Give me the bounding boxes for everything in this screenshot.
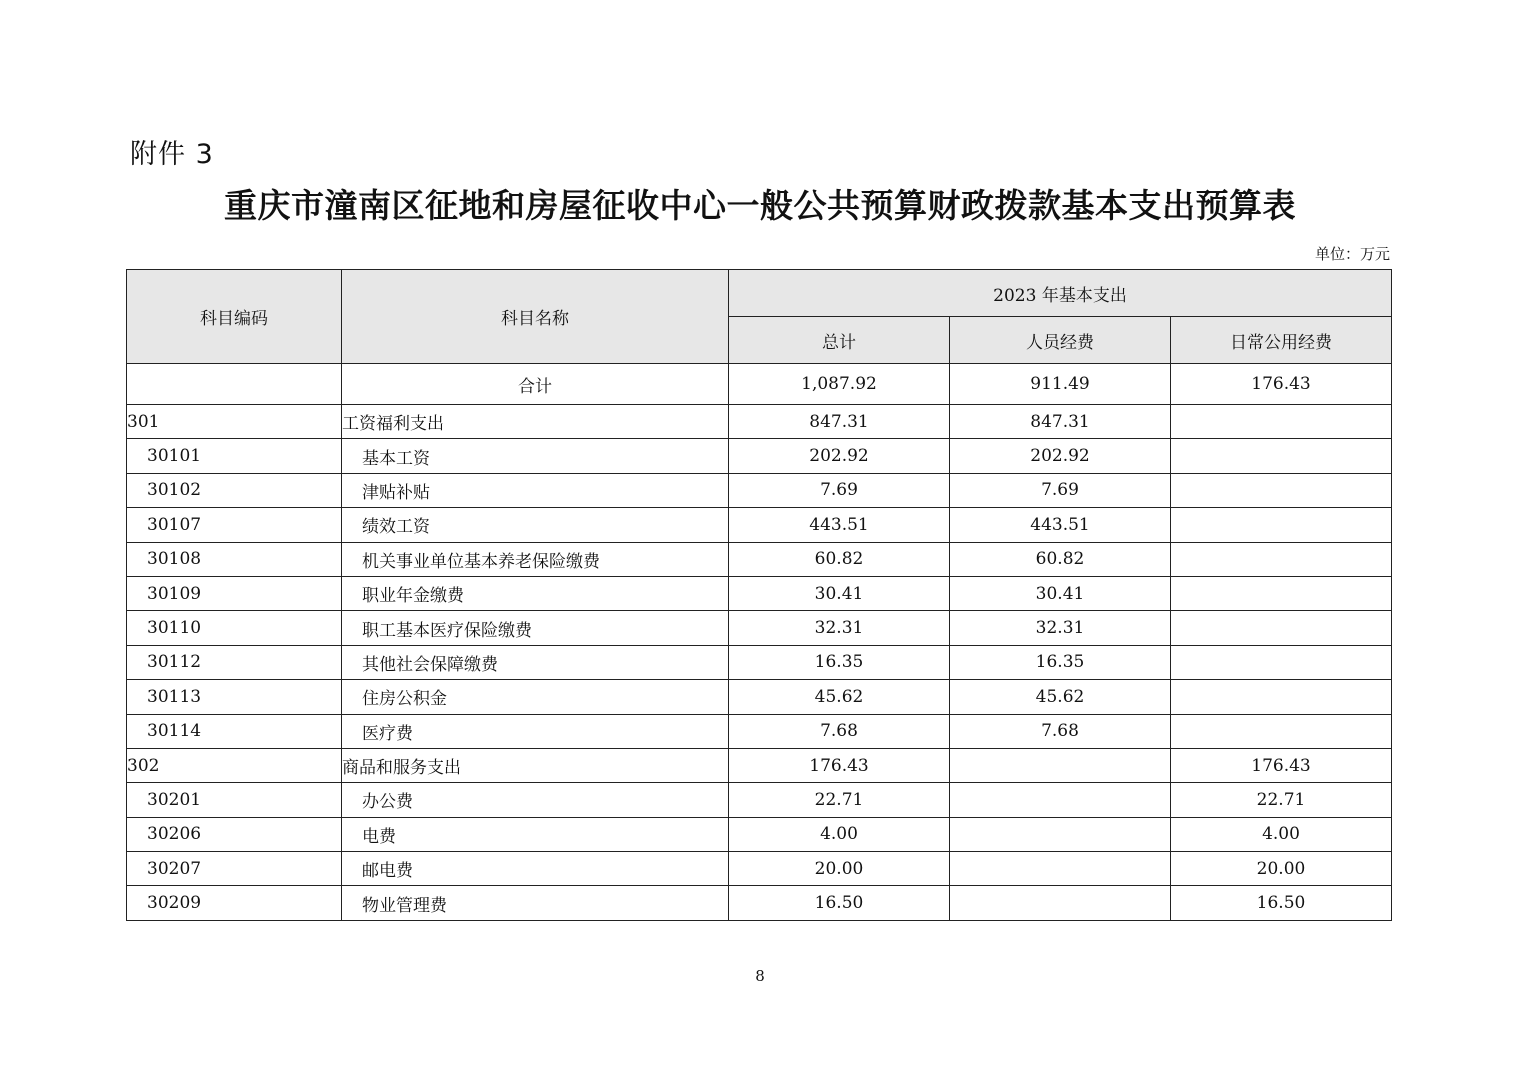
cell-code: 30108 xyxy=(127,542,342,576)
cell-public xyxy=(1171,645,1392,679)
cell-total: 1,087.92 xyxy=(729,364,950,405)
header-public: 日常公用经费 xyxy=(1171,317,1392,364)
page-number: 8 xyxy=(755,967,765,985)
cell-total: 202.92 xyxy=(729,439,950,473)
header-code: 科目编码 xyxy=(127,270,342,364)
cell-public: 176.43 xyxy=(1171,364,1392,405)
table-row xyxy=(127,714,1392,748)
cell-personnel: 847.31 xyxy=(950,405,1171,439)
cell-name: 物业管理费 xyxy=(342,886,729,920)
unit-label: 单位：万元 xyxy=(1314,245,1390,263)
cell-code: 30109 xyxy=(127,576,342,610)
cell-name: 住房公积金 xyxy=(342,680,729,714)
cell-name: 合计 xyxy=(342,364,729,405)
table-row xyxy=(127,508,1392,542)
cell-public xyxy=(1171,576,1392,610)
cell-code: 30201 xyxy=(127,783,342,817)
cell-public xyxy=(1171,508,1392,542)
header-name: 科目名称 xyxy=(342,270,729,364)
cell-total: 22.71 xyxy=(729,783,950,817)
cell-personnel xyxy=(950,886,1171,920)
cell-public: 20.00 xyxy=(1171,852,1392,886)
cell-code: 30114 xyxy=(127,714,342,748)
cell-code: 30113 xyxy=(127,680,342,714)
cell-name: 办公费 xyxy=(342,783,729,817)
total-row xyxy=(127,364,1392,405)
cell-total: 20.00 xyxy=(729,852,950,886)
cell-code: 30110 xyxy=(127,611,342,645)
cell-personnel: 7.69 xyxy=(950,473,1171,507)
cell-name: 基本工资 xyxy=(342,439,729,473)
cell-personnel: 443.51 xyxy=(950,508,1171,542)
cell-name: 商品和服务支出 xyxy=(342,748,729,782)
cell-personnel: 60.82 xyxy=(950,542,1171,576)
cell-personnel xyxy=(950,852,1171,886)
cell-name: 职工基本医疗保险缴费 xyxy=(342,611,729,645)
table-row xyxy=(127,439,1392,473)
cell-public xyxy=(1171,542,1392,576)
table-row xyxy=(127,886,1392,920)
cell-name: 邮电费 xyxy=(342,852,729,886)
cell-total: 847.31 xyxy=(729,405,950,439)
table-row xyxy=(127,748,1392,782)
cell-public: 176.43 xyxy=(1171,748,1392,782)
cell-personnel xyxy=(950,783,1171,817)
cell-code: 30206 xyxy=(127,817,342,851)
cell-personnel xyxy=(950,817,1171,851)
cell-total: 60.82 xyxy=(729,542,950,576)
cell-code: 302 xyxy=(127,748,342,782)
cell-total: 45.62 xyxy=(729,680,950,714)
cell-public xyxy=(1171,611,1392,645)
cell-public xyxy=(1171,680,1392,714)
cell-total: 176.43 xyxy=(729,748,950,782)
cell-name: 医疗费 xyxy=(342,714,729,748)
cell-personnel xyxy=(950,748,1171,782)
cell-name: 津贴补贴 xyxy=(342,473,729,507)
cell-total: 16.35 xyxy=(729,645,950,679)
attachment-label: 附件 3 xyxy=(130,139,214,170)
cell-name: 其他社会保障缴费 xyxy=(342,645,729,679)
table-row xyxy=(127,817,1392,851)
budget-table xyxy=(126,269,1392,921)
cell-name: 工资福利支出 xyxy=(342,405,729,439)
table-row xyxy=(127,852,1392,886)
table-row xyxy=(127,405,1392,439)
table-row xyxy=(127,576,1392,610)
table-row xyxy=(127,542,1392,576)
cell-public: 16.50 xyxy=(1171,886,1392,920)
cell-total: 32.31 xyxy=(729,611,950,645)
cell-code: 30207 xyxy=(127,852,342,886)
header-personnel: 人员经费 xyxy=(950,317,1171,364)
cell-code: 30102 xyxy=(127,473,342,507)
document-title: 重庆市潼南区征地和房屋征收中心一般公共预算财政拨款基本支出预算表 xyxy=(224,186,1296,225)
cell-public xyxy=(1171,439,1392,473)
table-row xyxy=(127,645,1392,679)
cell-personnel: 45.62 xyxy=(950,680,1171,714)
cell-personnel: 911.49 xyxy=(950,364,1171,405)
table-row xyxy=(127,611,1392,645)
cell-public xyxy=(1171,405,1392,439)
table-row xyxy=(127,783,1392,817)
cell-name: 绩效工资 xyxy=(342,508,729,542)
cell-name: 电费 xyxy=(342,817,729,851)
table-row xyxy=(127,473,1392,507)
cell-total: 30.41 xyxy=(729,576,950,610)
cell-personnel: 16.35 xyxy=(950,645,1171,679)
cell-public: 4.00 xyxy=(1171,817,1392,851)
cell-total: 4.00 xyxy=(729,817,950,851)
cell-total: 7.69 xyxy=(729,473,950,507)
cell-name: 职业年金缴费 xyxy=(342,576,729,610)
header-total: 总计 xyxy=(729,317,950,364)
cell-total: 7.68 xyxy=(729,714,950,748)
table-row xyxy=(127,680,1392,714)
cell-code: 30107 xyxy=(127,508,342,542)
cell-personnel: 7.68 xyxy=(950,714,1171,748)
cell-code xyxy=(127,364,342,405)
header-group-2023: 2023 年基本支出 xyxy=(729,270,1392,317)
cell-total: 443.51 xyxy=(729,508,950,542)
cell-code: 30101 xyxy=(127,439,342,473)
cell-code: 30209 xyxy=(127,886,342,920)
cell-personnel: 30.41 xyxy=(950,576,1171,610)
cell-public xyxy=(1171,714,1392,748)
cell-personnel: 32.31 xyxy=(950,611,1171,645)
cell-public xyxy=(1171,473,1392,507)
cell-name: 机关事业单位基本养老保险缴费 xyxy=(342,542,729,576)
cell-personnel: 202.92 xyxy=(950,439,1171,473)
cell-public: 22.71 xyxy=(1171,783,1392,817)
cell-total: 16.50 xyxy=(729,886,950,920)
cell-code: 30112 xyxy=(127,645,342,679)
cell-code: 301 xyxy=(127,405,342,439)
